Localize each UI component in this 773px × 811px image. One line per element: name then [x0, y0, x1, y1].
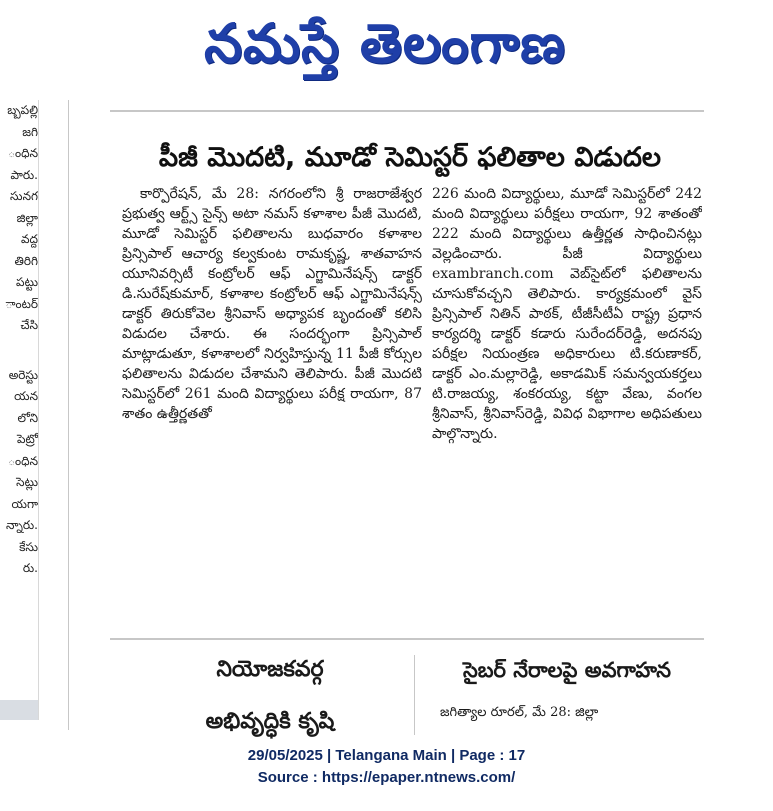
article-column-2: 226 మంది విద్యార్థులు, మూడో సెమిస్టర్‌లో 242 మంది విద్యార్థులు పరీక్షలు రాయగా, 92 శాతంతో 222 మంది విద్యార్థులు ఉత్తీర్ణత సాధించినట్లు వెల్లడించారు. పీజీ విద్యార్థులు exambranch.com వెబ్‌సైట్‌లో ఫలితాలను చూసుకోవచ్చని తెలిపారు. కార్యక్రమంలో వైస్ ప్రిన్సిపాల్ నితిన్ పాఠక్, టీజీసీటీఏ రాష్ట్ర ప్రధాన కార్యదర్శి డాక్టర్ కడారు సురేందర్‌రెడ్డి, అదనపు పరీక్షల నియంత్రణ అధికారులు టి.కరుణాకర్, డాక్టర్ ఎం.మల్లారెడ్డి, అకాడమిక్ సమన్వయకర్తలు టి.రాజయ్య, శంకరయ్య, కట్టా వేణు, వంగల శ్రీనివాస్, శ్రీనివాస్‌రెడ్డి, వివిధ విభాగాల అధిపతులు పాల్గొన్నారు.: [432, 186, 702, 442]
left-fragment: తిరిగి: [14, 253, 38, 268]
masthead-logo: నమస్తే తెలంగాణ: [204, 12, 566, 75]
left-fragment: పారు.: [10, 167, 38, 182]
left-fragment: బ్బపల్లి: [7, 103, 38, 117]
footer-date-edition: 29/05/2025 | Telangana Main | Page : 17: [247, 747, 526, 764]
bottom-right-dateline: జగిత్యాల రూరల్, మే 28: జిల్లా: [440, 705, 599, 720]
article-bottom-rule: [110, 638, 704, 640]
left-fragment: వద్ద: [20, 232, 38, 246]
left-fragment: లోని: [17, 410, 38, 425]
left-fragment: పట్టు: [16, 275, 38, 289]
left-fragment: సెట్లు: [16, 475, 38, 489]
bottom-stories-divider: [414, 655, 415, 735]
left-fragment: ాంటర్: [5, 296, 38, 311]
article-headline: పీజీ మొదటి, మూడో సెమిస్టర్ ఫలితాల విడుదల: [158, 142, 662, 173]
adjacent-article-clipped: [0, 100, 39, 720]
footer-source-link[interactable]: Source : https://epaper.ntnews.com/: [257, 769, 516, 786]
left-fragment: రు.: [22, 561, 38, 575]
left-fragment: జగి: [22, 124, 38, 139]
left-fragment: యగా: [11, 496, 38, 511]
page-footer: [0, 745, 773, 789]
headline-top-rule: [110, 110, 704, 112]
bottom-right-headline: సైబర్ నేరాలపై అవగాహన: [462, 658, 671, 682]
left-fragment: అరెస్టు: [8, 367, 38, 382]
left-fragment: యన: [14, 389, 38, 403]
left-fragment: ంధిన: [8, 453, 38, 468]
left-fragment: సునగ: [10, 189, 38, 203]
bottom-left-subheadline: అభివృద్ధికి కృషి: [205, 709, 335, 734]
left-fragment: చేసి: [20, 318, 38, 332]
column-divider-left: [68, 100, 69, 730]
left-fragment: న్నారు.: [6, 518, 38, 532]
left-fragment: జిల్లా: [16, 210, 38, 225]
left-fragment: పెట్రో: [17, 432, 38, 446]
bottom-left-headline: నియోజకవర్గ: [216, 657, 324, 682]
grey-box: [0, 700, 38, 720]
left-fragment: కేసు: [19, 539, 38, 554]
left-fragment: ంధిన: [8, 146, 38, 160]
article-column-1: కార్పొరేషన్, మే 28: నగరంలోని శ్రీ రాజరాజేశ్వర ప్రభుత్వ ఆర్ట్స్ సైన్స్ అటా నమస్ కళాశాల పీజీ మొదటి, మూడో సెమిస్టర్ ఫలితాలను బుధవారం కళాశాల ప్రిన్సిపాల్ ఆచార్య కల్వకుంట రామకృష్ణ, శాతవాహన యూనివర్సిటీ కంట్రోలర్ ఆఫ్ ఎగ్జామినేషన్స్ డాక్టర్ డి.సురేష్‌కుమార్, కళాశాల కంట్రోలర్ ఆఫ్ ఎగ్జామినేషన్స్ డాక్టర్ తిరుకోవెల శ్రీనివాస్ అధ్యాపక బృందంతో కలిసి విడుదల చేశారు. ఈ సందర్భంగా ప్రిన్సిపాల్ మాట్లాడుతూ, కళాశాలలో నిర్వహిస్తున్న 11 పీజీ కోర్సుల ఫలితాలను విడుదల చేశామని తెలిపారు. పీజీ మొదటి సెమిస్టర్‌లో 261 మంది విద్యార్థులు పరీక్ష రాయగా, 87 శాతం ఉత్తీర్ణతతో: [122, 186, 422, 422]
